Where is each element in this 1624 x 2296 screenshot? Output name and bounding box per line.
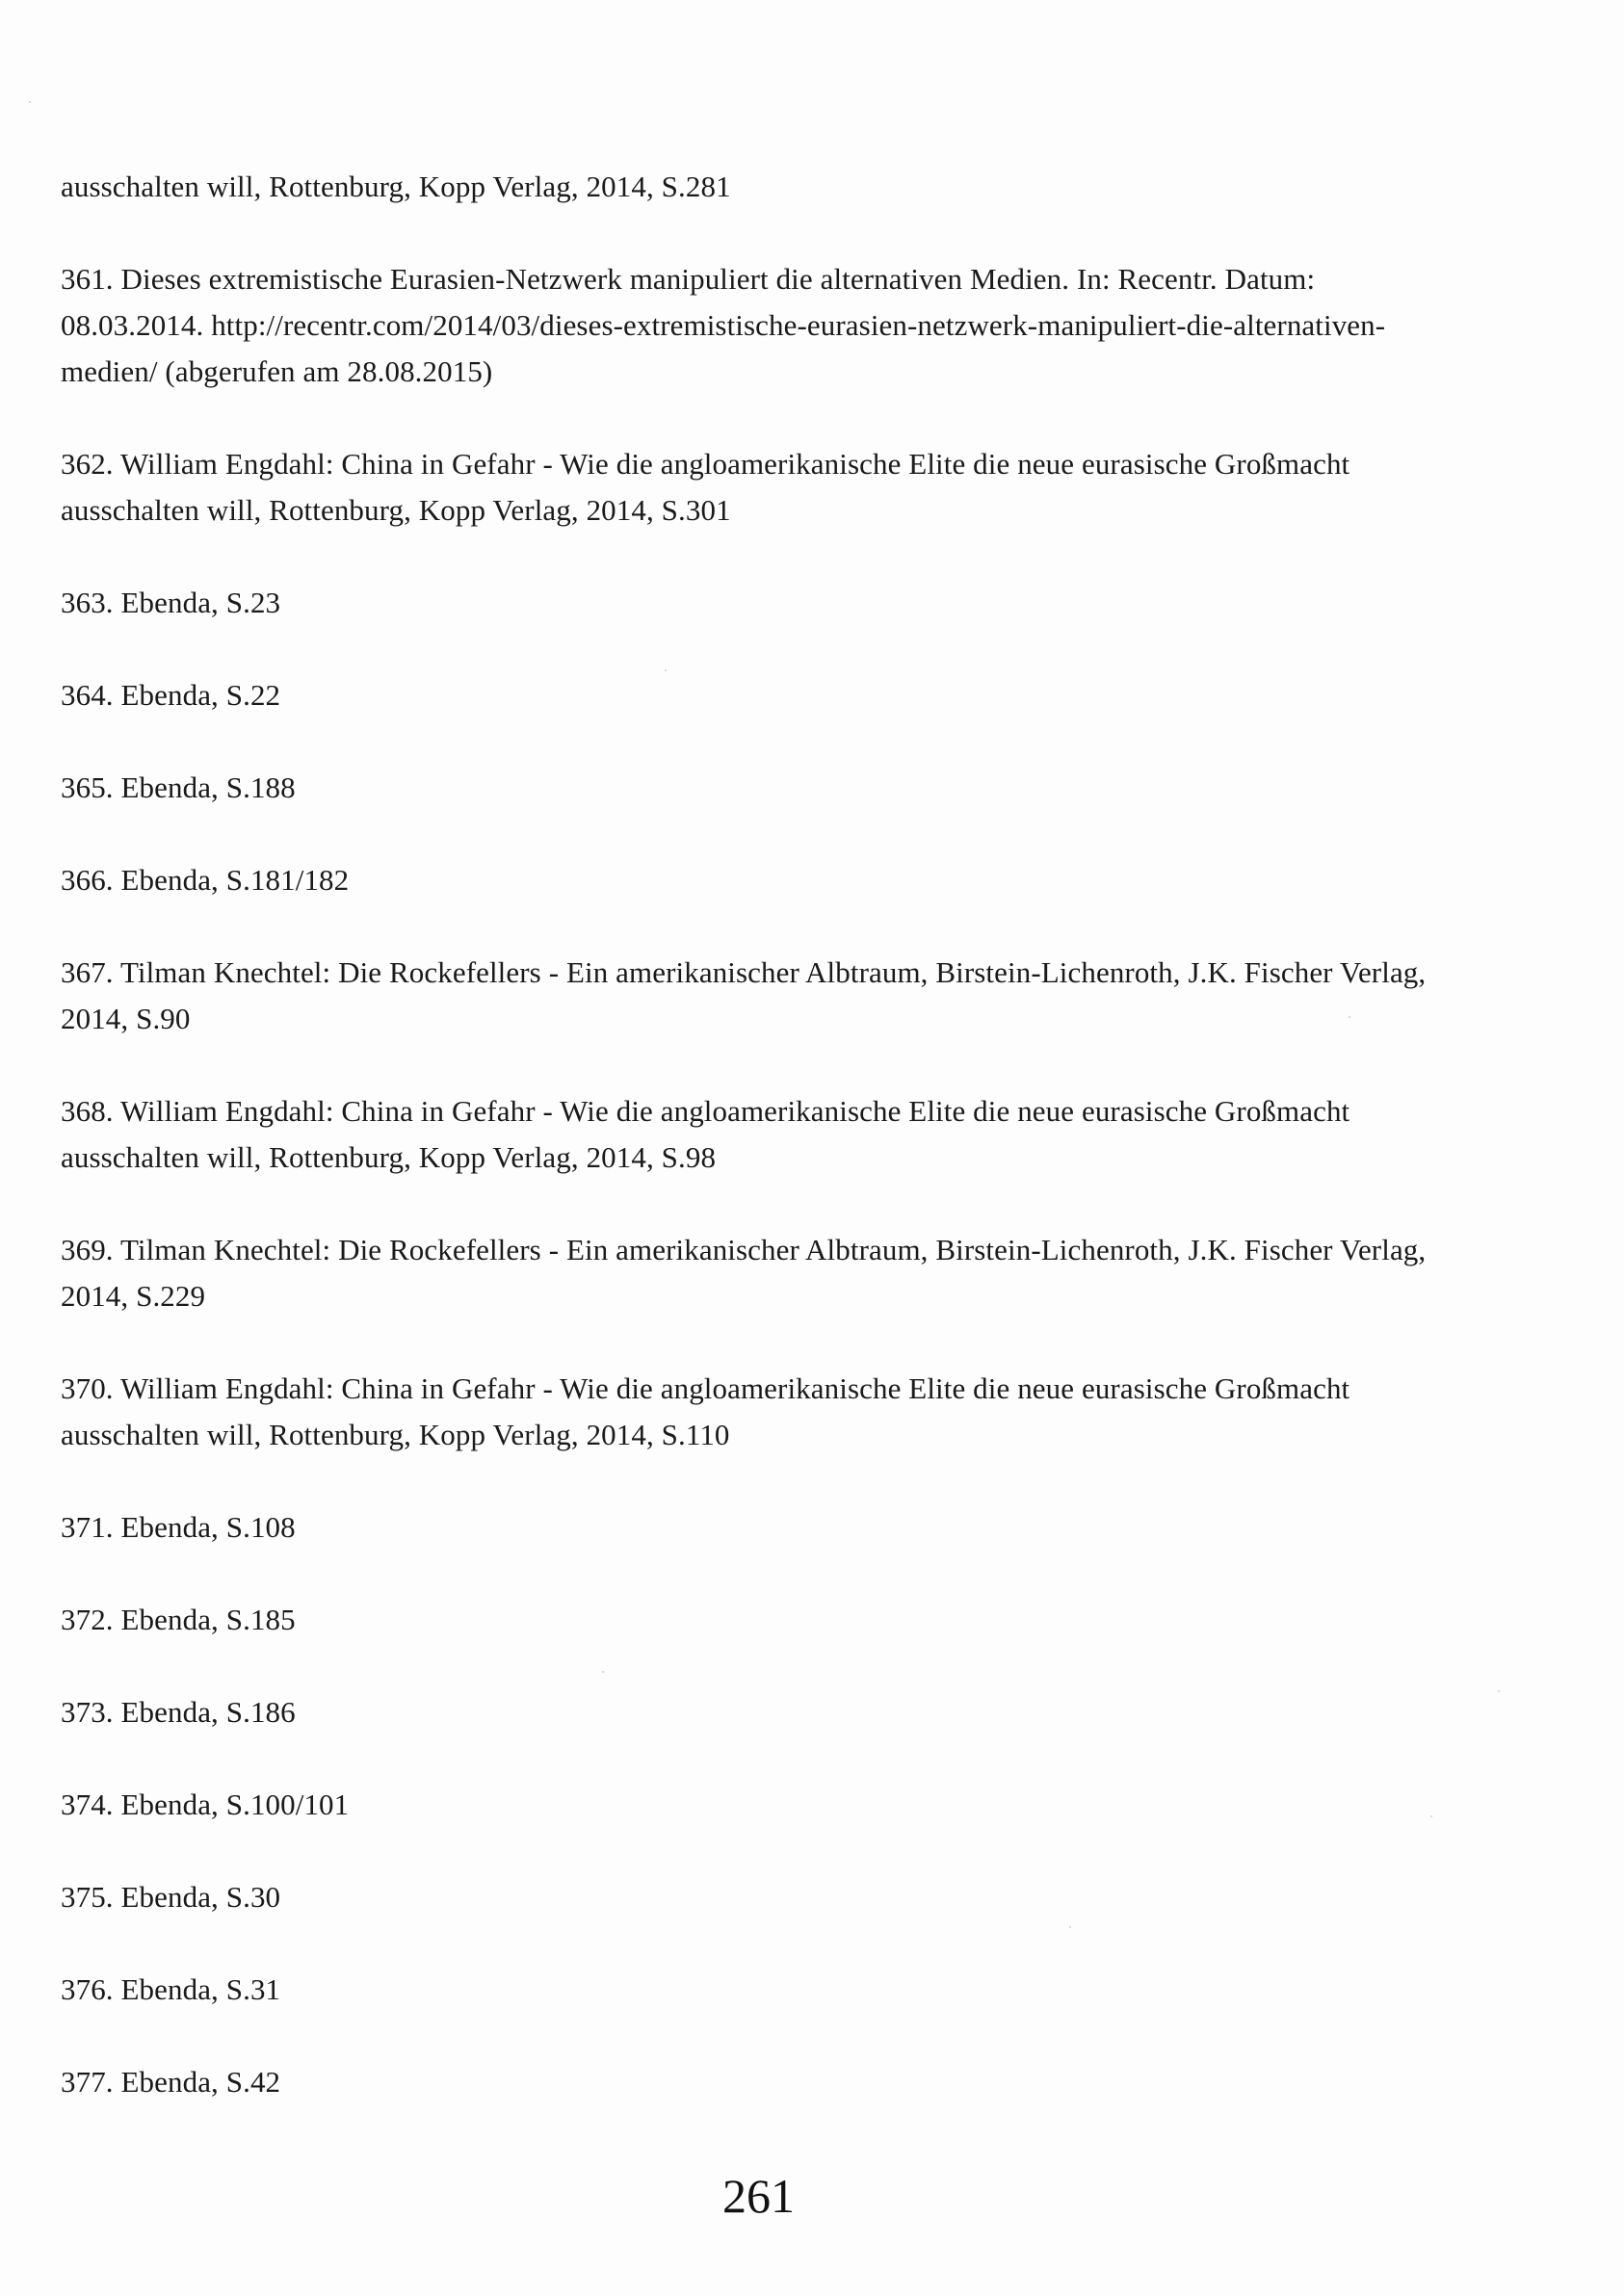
page-number: 261 bbox=[722, 2169, 795, 2223]
endnote-375: 375. Ebenda, S.30 bbox=[61, 1880, 281, 1914]
scan-speck bbox=[1349, 1016, 1350, 1018]
endnote-373: 373. Ebenda, S.186 bbox=[61, 1695, 296, 1729]
scan-speck bbox=[1498, 1690, 1500, 1692]
endnote-365: 365. Ebenda, S.188 bbox=[61, 770, 296, 804]
endnote-361: 361. Dieses extremistische Eurasien-Netzwerk manipuliert die alternativen Medien. In: Recentr. Datum: 08.03.2014. http://recentr.com/2014/03/dieses-extremistische-eurasien-netzwerk-manipuliert-die-alternativen-medien/ (abgerufen am 28.08.2015) bbox=[61, 262, 1386, 388]
endnote-362: 362. William Engdahl: China in Gefahr - Wie die angloamerikanische Elite die neue eurasische Großmacht ausschalten will, Rottenburg, Kopp Verlag, 2014, S.301 bbox=[61, 447, 1350, 527]
endnote-363: 363. Ebenda, S.23 bbox=[61, 586, 281, 619]
endnote-377: 377. Ebenda, S.42 bbox=[61, 2065, 281, 2099]
scan-speck bbox=[1430, 1815, 1432, 1817]
endnotes-list bbox=[61, 164, 1448, 2152]
endnote-372: 372. Ebenda, S.185 bbox=[61, 1603, 296, 1636]
endnote-continuation: ausschalten will, Rottenburg, Kopp Verlag, 2014, S.281 bbox=[61, 170, 731, 203]
scan-speck bbox=[665, 669, 667, 671]
endnote-364: 364. Ebenda, S.22 bbox=[61, 678, 281, 712]
endnote-369: 369. Tilman Knechtel: Die Rockefellers - Ein amerikanischer Albtraum, Birstein-Lichenroth, J.K. Fischer Verlag, 2014, S.229 bbox=[61, 1233, 1427, 1313]
endnote-370: 370. William Engdahl: China in Gefahr - Wie die angloamerikanische Elite die neue eurasische Großmacht ausschalten will, Rottenburg, Kopp Verlag, 2014, S.110 bbox=[61, 1371, 1350, 1451]
endnote-374: 374. Ebenda, S.100/101 bbox=[61, 1787, 350, 1821]
endnote-366: 366. Ebenda, S.181/182 bbox=[61, 863, 350, 897]
endnote-368: 368. William Engdahl: China in Gefahr - Wie die angloamerikanische Elite die neue eurasische Großmacht ausschalten will, Rottenburg, Kopp Verlag, 2014, S.98 bbox=[61, 1094, 1350, 1174]
scan-speck bbox=[29, 101, 31, 103]
endnote-371: 371. Ebenda, S.108 bbox=[61, 1510, 296, 1544]
scan-speck bbox=[1069, 1926, 1071, 1928]
endnote-376: 376. Ebenda, S.31 bbox=[61, 1972, 281, 2006]
scan-speck bbox=[602, 1671, 604, 1673]
endnote-367: 367. Tilman Knechtel: Die Rockefellers - Ein amerikanischer Albtraum, Birstein-Lichenroth, J.K. Fischer Verlag, 2014, S.90 bbox=[61, 955, 1427, 1035]
